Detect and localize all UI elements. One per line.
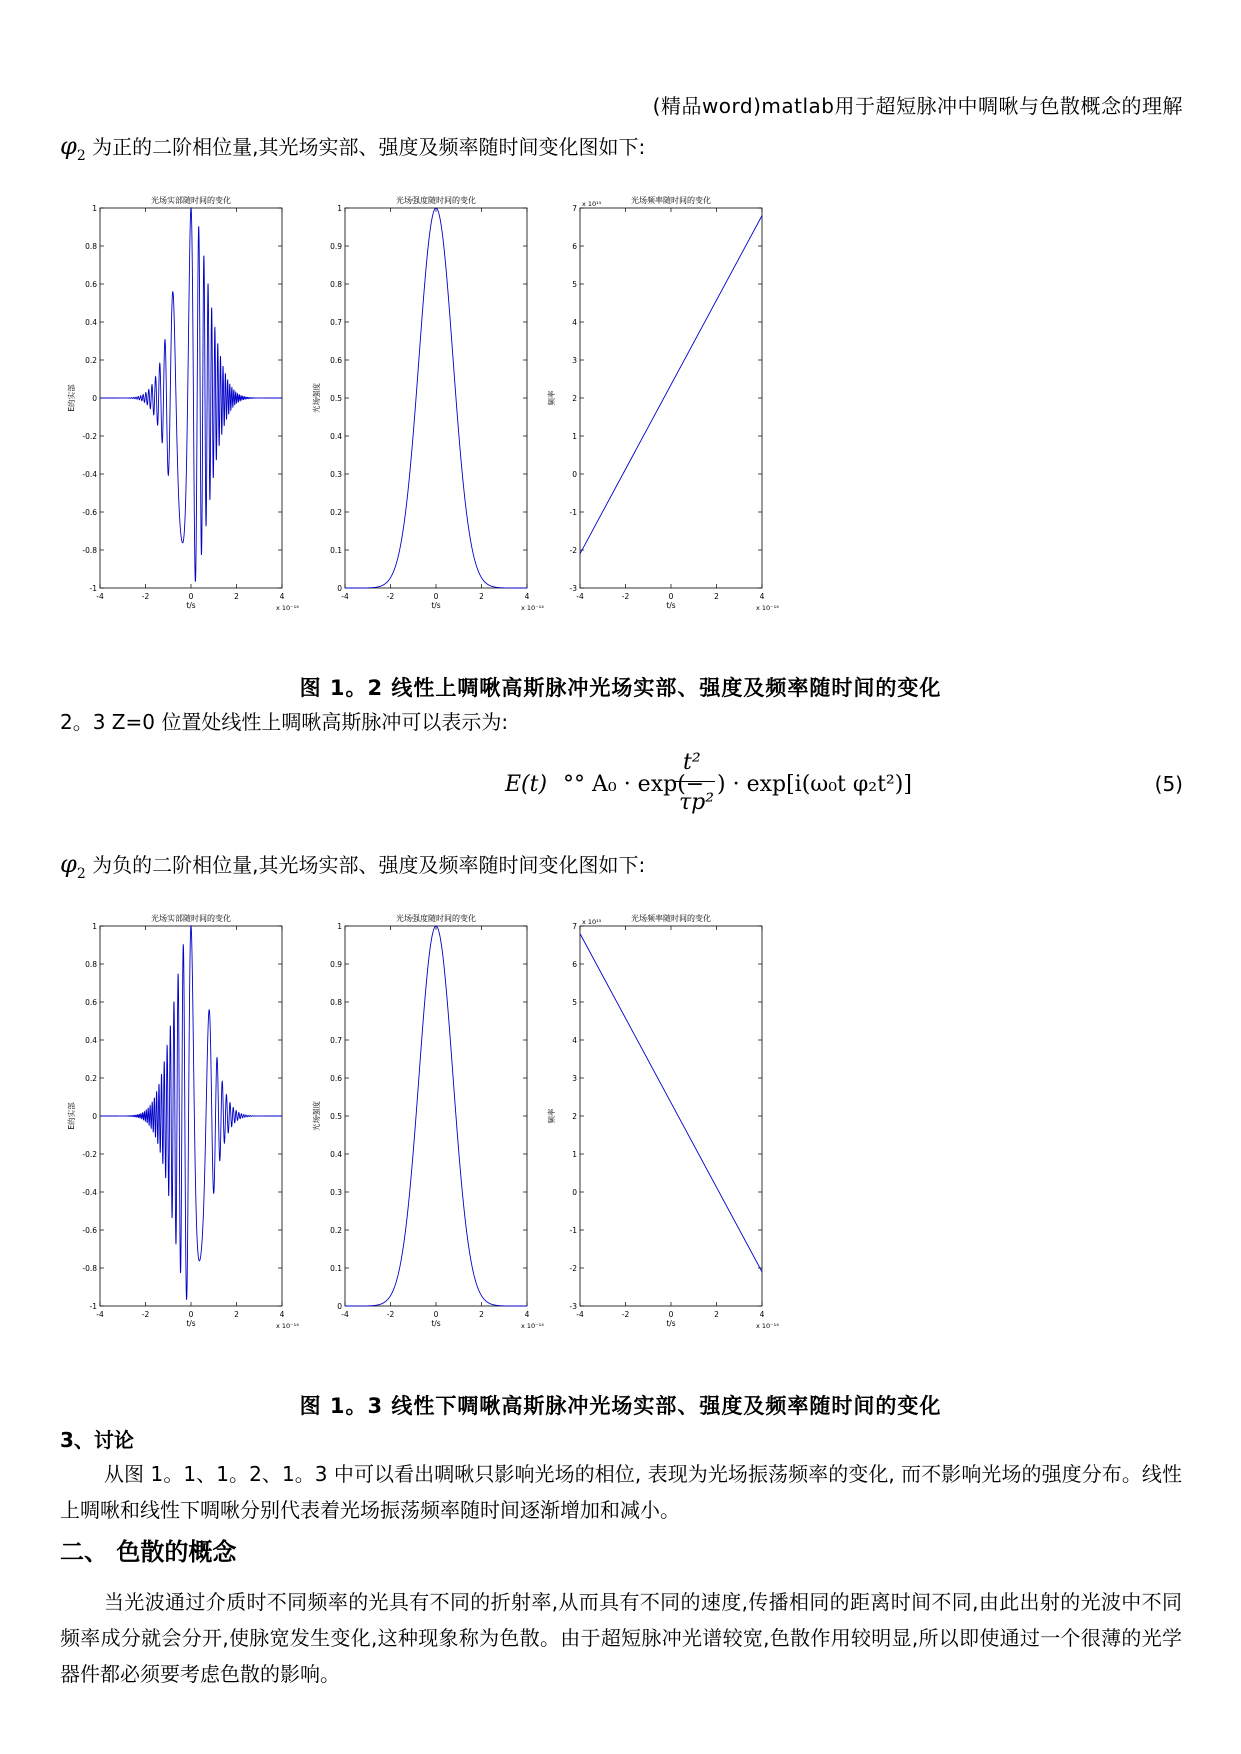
y-tick-label: 0.2: [330, 508, 342, 517]
chart-title: 光场频率随时间的变化: [631, 914, 711, 923]
x-tick-label: -2: [141, 1310, 150, 1319]
chart-title: 光场实部随时间的变化: [151, 196, 231, 205]
x-tick-label: 2: [714, 1310, 719, 1319]
intro-negative-text: 为负的二阶相位量,其光场实部、强度及频率随时间变化图如下:: [92, 853, 646, 877]
y-tick-label: 0.8: [330, 280, 342, 289]
y-tick-label: 0: [572, 470, 577, 479]
y-tick-label: 0: [337, 584, 342, 593]
plot-area: [580, 208, 762, 588]
y-tick-label: 0.9: [330, 960, 342, 969]
plot-area: [345, 208, 527, 588]
phi-symbol: $\varphi_2$: [60, 132, 86, 164]
y-tick-label: -0.2: [82, 1150, 97, 1159]
x-tick-label: 2: [479, 592, 484, 601]
y-multiplier: x 10¹⁵: [582, 918, 602, 926]
x-tick-label: 0: [668, 592, 674, 601]
y-tick-label: -2: [569, 546, 577, 555]
x-tick-label: -4: [96, 1310, 104, 1319]
y-tick-label: 7: [572, 922, 577, 931]
document-header: (精品word)matlab用于超短脉冲中啁啾与色散概念的理解: [652, 94, 1183, 118]
x-axis-label: t/s: [431, 601, 441, 610]
x-tick-label: 0: [188, 592, 194, 601]
x-tick-label: -4: [96, 592, 104, 601]
x-axis-label: t/s: [666, 601, 676, 610]
figure-1-3-caption: 图 1。3 线性下啁啾高斯脉冲光场实部、强度及频率随时间的变化: [299, 1394, 942, 1418]
figure-1-2-caption: 图 1。2 线性上啁啾高斯脉冲光场实部、强度及频率随时间的变化: [299, 676, 942, 700]
y-tick-label: -1: [569, 508, 577, 517]
x-multiplier: x 10⁻¹⁴: [521, 1322, 544, 1330]
y-tick-label: 0.4: [330, 432, 342, 441]
y-tick-label: 6: [572, 242, 577, 251]
y-tick-label: 5: [572, 280, 577, 289]
y-tick-label: 0.8: [85, 242, 97, 251]
equation-denominator: τp²: [679, 790, 715, 815]
x-tick-label: -4: [341, 592, 349, 601]
y-axis-label: 频率: [547, 1108, 556, 1124]
y-axis-label: E的实部: [67, 384, 76, 412]
y-tick-label: 2: [572, 394, 577, 403]
y-tick-label: 0.5: [330, 394, 342, 403]
x-tick-label: 4: [279, 1310, 285, 1319]
chart-title: 光场强度随时间的变化: [396, 196, 476, 205]
x-multiplier: x 10⁻¹⁴: [756, 604, 779, 612]
y-tick-label: 0.2: [85, 356, 97, 365]
y-tick-label: -0.2: [82, 432, 97, 441]
y-tick-label: 7: [572, 204, 577, 213]
x-tick-label: 2: [234, 592, 239, 601]
equation-lhs: E(t): [505, 772, 548, 797]
y-axis-label: 频率: [547, 390, 556, 406]
x-axis-label: t/s: [431, 1319, 441, 1328]
chart-fig3-frequency: [546, 913, 779, 1330]
x-tick-label: 0: [433, 1310, 439, 1319]
y-tick-label: 4: [572, 318, 577, 327]
y-tick-label: 3: [572, 1074, 577, 1083]
x-axis-label: t/s: [186, 601, 196, 610]
y-tick-label: 1: [92, 922, 97, 931]
x-tick-label: 4: [279, 592, 285, 601]
intro-positive-text: 为正的二阶相位量,其光场实部、强度及频率随时间变化图如下:: [92, 135, 646, 159]
dispersion-title: 二、 色散的概念: [60, 1538, 237, 1566]
x-tick-label: 0: [433, 592, 439, 601]
y-tick-label: 1: [337, 204, 342, 213]
y-tick-label: -0.4: [82, 1188, 97, 1197]
y-tick-label: 0.6: [330, 356, 342, 365]
x-tick-label: -4: [576, 1310, 584, 1319]
x-multiplier: x 10⁻¹⁴: [276, 1322, 299, 1330]
y-tick-label: 6: [572, 960, 577, 969]
y-tick-label: 0.4: [330, 1150, 342, 1159]
chart-fig2-frequency: [546, 195, 779, 612]
y-tick-label: 0.9: [330, 242, 342, 251]
y-tick-label: 0.6: [85, 998, 97, 1007]
x-tick-label: 4: [759, 592, 765, 601]
y-tick-label: -1: [569, 1226, 577, 1235]
discussion-title: 3、讨论: [60, 1428, 134, 1452]
y-tick-label: 0.6: [85, 280, 97, 289]
figure-1-3: [60, 908, 860, 1378]
equation-number: (5): [1154, 772, 1183, 796]
equation-suffix: ) · exp[i(ω₀t φ₂t²)]: [717, 772, 912, 797]
y-tick-label: 0.5: [330, 1112, 342, 1121]
x-multiplier: x 10⁻¹⁴: [756, 1322, 779, 1330]
y-tick-label: -2: [569, 1264, 577, 1273]
x-axis-label: t/s: [666, 1319, 676, 1328]
x-tick-label: -2: [621, 592, 630, 601]
dispersion-text: 当光波通过介质时不同频率的光具有不同的折射率,从而具有不同的速度,传播相同的距离时间不同,由此出射的光波中不同频率成分就会分开,使脉宽发生变化,这种现象称为色散。由于超短脉冲光谱较宽,色散作用较明显,所以即使通过一个很薄的光学器件都必须要考虑色散的影响。: [60, 1590, 1182, 1686]
equation-5: [505, 750, 925, 830]
y-tick-label: 0.6: [330, 1074, 342, 1083]
x-tick-label: 0: [188, 1310, 194, 1319]
y-tick-label: 0.3: [330, 1188, 342, 1197]
plot-area: [580, 926, 762, 1306]
y-tick-label: -3: [569, 584, 577, 593]
x-tick-label: -2: [386, 592, 395, 601]
x-tick-label: 4: [759, 1310, 765, 1319]
y-tick-label: 0.1: [330, 546, 342, 555]
y-tick-label: 1: [572, 432, 577, 441]
y-tick-label: -0.6: [82, 508, 97, 517]
x-tick-label: -2: [141, 592, 150, 601]
x-axis-label: t/s: [186, 1319, 196, 1328]
section-2-3: 2。3 Z=0 位置处线性上啁啾高斯脉冲可以表示为:: [60, 710, 509, 734]
y-tick-label: 4: [572, 1036, 577, 1045]
y-tick-label: 0.2: [330, 1226, 342, 1235]
y-tick-label: 0.1: [330, 1264, 342, 1273]
phi-symbol: $\varphi_2$: [60, 850, 86, 882]
y-axis-label: 光场强度: [312, 383, 321, 413]
y-tick-label: 0.8: [330, 998, 342, 1007]
y-tick-label: 1: [572, 1150, 577, 1159]
x-tick-label: 4: [524, 592, 530, 601]
discussion-text: 从图 1。1、1。2、1。3 中可以看出啁啾只影响光场的相位, 表现为光场振荡频率的变化, 而不影响光场的强度分布。线性上啁啾和线性下啁啾分别代表着光场振荡频率随时间逐渐增加和减小。: [60, 1462, 1182, 1522]
chart-fig2-real: [66, 195, 299, 612]
x-tick-label: -4: [576, 592, 584, 601]
y-tick-label: 0: [92, 1112, 97, 1121]
y-multiplier: x 10¹⁵: [582, 200, 602, 208]
x-multiplier: x 10⁻¹⁴: [276, 604, 299, 612]
x-tick-label: -2: [386, 1310, 395, 1319]
y-tick-label: 2: [572, 1112, 577, 1121]
y-axis-label: E的实部: [67, 1102, 76, 1130]
chart-title: 光场强度随时间的变化: [396, 914, 476, 923]
chart-fig3-real: [66, 913, 299, 1330]
x-tick-label: 4: [524, 1310, 530, 1319]
y-axis-label: 光场强度: [312, 1101, 321, 1131]
y-tick-label: 0.3: [330, 470, 342, 479]
x-tick-label: -4: [341, 1310, 349, 1319]
x-multiplier: x 10⁻¹⁴: [521, 604, 544, 612]
y-tick-label: 0.8: [85, 960, 97, 969]
y-tick-label: -3: [569, 1302, 577, 1311]
chart-fig2-intensity: [311, 195, 544, 612]
y-tick-label: 0.2: [85, 1074, 97, 1083]
y-tick-label: -0.8: [82, 1264, 97, 1273]
y-tick-label: 5: [572, 998, 577, 1007]
y-tick-label: 0: [92, 394, 97, 403]
y-tick-label: -0.8: [82, 546, 97, 555]
y-tick-label: -0.4: [82, 470, 97, 479]
y-tick-label: 1: [92, 204, 97, 213]
y-tick-label: -1: [89, 584, 97, 593]
chart-fig3-intensity: [311, 913, 544, 1330]
chart-title: 光场频率随时间的变化: [631, 196, 711, 205]
y-tick-label: 0.4: [85, 318, 97, 327]
y-tick-label: 1: [337, 922, 342, 931]
fraction-bar: [675, 781, 715, 782]
equation-numerator: t²: [683, 750, 701, 775]
x-tick-label: 2: [479, 1310, 484, 1319]
y-tick-label: -0.6: [82, 1226, 97, 1235]
plot-area: [345, 926, 527, 1306]
intro-negative: [60, 846, 645, 892]
y-tick-label: 0.4: [85, 1036, 97, 1045]
x-tick-label: 2: [234, 1310, 239, 1319]
y-tick-label: 0.7: [330, 1036, 342, 1045]
x-tick-label: -2: [621, 1310, 630, 1319]
y-tick-label: -1: [89, 1302, 97, 1311]
intro-positive: [60, 128, 645, 174]
y-tick-label: 3: [572, 356, 577, 365]
y-tick-label: 0: [337, 1302, 342, 1311]
y-tick-label: 0.7: [330, 318, 342, 327]
y-tick-label: 0: [572, 1188, 577, 1197]
x-tick-label: 2: [714, 592, 719, 601]
x-tick-label: 0: [668, 1310, 674, 1319]
chart-title: 光场实部随时间的变化: [151, 914, 231, 923]
figure-1-2: [60, 190, 860, 660]
equation-prefix: °° A₀ · exp(−: [563, 772, 705, 797]
